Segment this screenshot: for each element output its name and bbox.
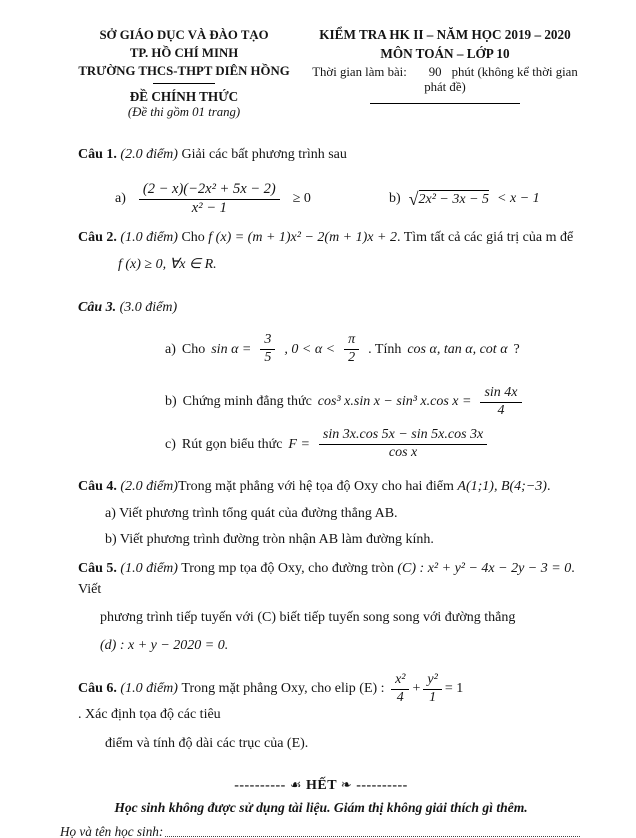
question-3-stem bbox=[78, 297, 582, 318]
dotted-leader bbox=[165, 835, 580, 837]
question-1 bbox=[60, 144, 582, 217]
question-1a-denominator: x² − 1 bbox=[191, 199, 227, 216]
question-4a-label: a) bbox=[105, 506, 116, 522]
question-5 bbox=[60, 558, 582, 656]
question-3a-label: a) bbox=[165, 341, 176, 357]
end-dashes-left: ---------- bbox=[234, 777, 286, 793]
question-2-pre: Cho bbox=[181, 230, 205, 246]
question-1a-label: a) bbox=[115, 191, 126, 207]
question-4a-text: Viết phương trình tổng quát của đường thẳng AB. bbox=[119, 506, 398, 522]
fraction-denominator: 2 bbox=[348, 350, 356, 366]
question-5-line3: (d) : x + y − 2020 = 0. bbox=[100, 638, 229, 654]
pages-note: (Đề thi gồm 01 trang) bbox=[127, 105, 241, 120]
question-2-points: (1.0 điểm) bbox=[120, 230, 178, 246]
header bbox=[60, 26, 582, 120]
question-6-pre: Trong mặt phẳng Oxy, cho elip (E) : bbox=[181, 681, 385, 697]
question-6-line2: điểm và tính độ dài các trục của (E). bbox=[105, 735, 309, 751]
question-4 bbox=[60, 476, 582, 550]
question-4b-label: b) bbox=[105, 532, 117, 548]
end-label: HẾT bbox=[305, 777, 337, 793]
question-3b-math1: cos³ x.sin x − sin³ x.cos x = bbox=[317, 394, 472, 410]
question-1-label: Câu 1. bbox=[78, 147, 117, 163]
fraction-numerator: 3 bbox=[260, 332, 275, 350]
header-right bbox=[308, 26, 582, 120]
question-2-condition: f (x) ≥ 0, ∀x ∈ R. bbox=[118, 257, 217, 273]
header-right-rule bbox=[370, 103, 520, 104]
time-value: 90 bbox=[428, 65, 442, 80]
question-1-intro: Giải các bất phương trình sau bbox=[181, 147, 347, 163]
question-4-post: . bbox=[546, 479, 551, 495]
question-1a-numerator: (2 − x)(−2x² + 5x − 2) bbox=[139, 181, 280, 199]
question-6-post: . Xác định tọa độ các tiêu bbox=[78, 706, 221, 722]
question-3-label: Câu 3. bbox=[78, 300, 117, 316]
question-1b-tail: < x − 1 bbox=[497, 191, 540, 207]
fraction-denominator: 4 bbox=[396, 689, 404, 705]
subject-grade: MÔN TOÁN – LỚP 10 bbox=[380, 45, 510, 61]
fraction-numerator: sin 3x.cos 5x − sin 5x.cos 3x bbox=[319, 427, 487, 445]
question-2-post: . Tìm tất cả các giá trị của m để bbox=[396, 230, 574, 246]
question-5-line2: phương trình tiếp tuyến với (C) biết tiếp tuyến song song với đường thẳng bbox=[100, 610, 516, 626]
question-3b bbox=[165, 385, 582, 420]
question-5-formula: (C) : x² + y² − 4x − 2y − 3 = 0 bbox=[397, 561, 572, 577]
question-4-label: Câu 4. bbox=[78, 479, 117, 495]
official-exam-label: ĐỀ CHÍNH THỨC bbox=[129, 89, 239, 105]
fraction-denominator: cos x bbox=[388, 445, 418, 461]
question-3c bbox=[165, 427, 582, 462]
question-6 bbox=[78, 672, 582, 723]
question-5-stem bbox=[78, 558, 582, 600]
question-1a-relation: ≥ 0 bbox=[292, 191, 311, 207]
city-name: TP. HỒ CHÍ MINH bbox=[129, 46, 239, 61]
question-1-points: (2.0 điểm) bbox=[120, 147, 178, 163]
floral-ornament-right-icon: ❧ bbox=[340, 777, 353, 793]
question-1b-radicand: 2x² − 3x − 5 bbox=[418, 191, 490, 207]
question-3a-math1: sin α = bbox=[211, 341, 252, 357]
fraction-numerator: π bbox=[344, 332, 359, 350]
question-3a-fraction2 bbox=[344, 332, 359, 367]
question-6-plus: + bbox=[412, 681, 421, 697]
question-3a-pre: Cho bbox=[181, 341, 206, 357]
department-name: SỞ GIÁO DỤC VÀ ĐÀO TẠO bbox=[99, 28, 269, 42]
question-3c-math1: F = bbox=[288, 436, 310, 452]
question-4a bbox=[105, 503, 582, 524]
question-4-points: (2.0 điểm) bbox=[120, 479, 178, 495]
question-1-stem bbox=[78, 144, 582, 165]
question-6-eq: = 1 bbox=[444, 681, 464, 697]
header-left-rule bbox=[153, 83, 215, 84]
radical-sign: √ bbox=[408, 188, 419, 209]
question-3a-fraction1 bbox=[260, 332, 275, 367]
end-line bbox=[60, 778, 582, 794]
question-5-pre: Trong mp tọa độ Oxy, cho đường tròn bbox=[181, 561, 394, 577]
question-3b-pre: Chứng minh đẳng thức bbox=[182, 394, 312, 410]
question-1a bbox=[115, 181, 311, 217]
question-3a-mid: . Tính bbox=[368, 341, 402, 357]
question-3a bbox=[165, 332, 582, 367]
question-2-label: Câu 2. bbox=[78, 230, 117, 246]
fraction-numerator: sin 4x bbox=[480, 385, 521, 403]
exam-title: KIỂM TRA HK II – NĂM HỌC 2019 – 2020 bbox=[319, 27, 571, 42]
question-6-fraction1 bbox=[391, 672, 409, 707]
question-2-stem bbox=[78, 227, 582, 248]
question-3c-fraction bbox=[319, 427, 487, 462]
question-6-fraction2 bbox=[423, 672, 441, 707]
question-1a-fraction bbox=[139, 181, 280, 217]
question-3-points: (3.0 điểm) bbox=[119, 300, 178, 316]
exam-rule-note: Học sinh không được sử dụng tài liệu. Giám thị không giải thích gì thêm. bbox=[114, 799, 528, 815]
student-name-label: Họ và tên học sinh: bbox=[60, 823, 164, 838]
fraction-denominator: 4 bbox=[497, 402, 505, 418]
question-4-stem bbox=[78, 476, 582, 497]
question-3a-math2: , 0 < α < bbox=[284, 341, 336, 357]
question-6-label: Câu 6. bbox=[78, 681, 117, 697]
question-4b-text: Viết phương trình đường tròn nhận AB làm đường kính. bbox=[119, 532, 434, 548]
question-5-post: . Viết bbox=[78, 561, 575, 598]
question-3c-pre: Rút gọn biểu thức bbox=[181, 436, 283, 452]
fraction-numerator: y² bbox=[423, 672, 441, 690]
time-line bbox=[308, 65, 582, 95]
question-6-points: (1.0 điểm) bbox=[120, 681, 178, 697]
question-4-pre: Trong mặt phẳng với hệ tọa độ Oxy cho hai điểm bbox=[177, 479, 454, 495]
question-3a-math3: cos α, tan α, cot α bbox=[407, 341, 508, 357]
question-3b-label: b) bbox=[165, 394, 177, 410]
question-3 bbox=[60, 297, 582, 462]
time-suffix: phút (không kể thời gian phát đề) bbox=[424, 65, 578, 95]
question-1-formulas bbox=[115, 181, 582, 217]
question-5-label: Câu 5. bbox=[78, 561, 117, 577]
floral-ornament-left-icon: ☙ bbox=[289, 777, 302, 793]
question-3c-label: c) bbox=[165, 436, 176, 452]
question-4-formula: A(1;1), B(4;−3) bbox=[457, 479, 547, 495]
fraction-numerator: x² bbox=[391, 672, 409, 690]
end-dashes-right: ---------- bbox=[356, 777, 408, 793]
question-1b bbox=[389, 189, 540, 210]
fraction-denominator: 1 bbox=[429, 689, 437, 705]
question-5-points: (1.0 điểm) bbox=[120, 561, 178, 577]
school-name: TRƯỜNG THCS-THPT DIÊN HỒNG bbox=[78, 64, 290, 79]
time-label: Thời gian làm bài: bbox=[312, 65, 407, 80]
question-2-formula: f (x) = (m + 1)x² − 2(m + 1)x + 2 bbox=[208, 230, 397, 246]
question-3b-fraction bbox=[480, 385, 521, 420]
student-name-line bbox=[60, 824, 582, 838]
question-1b-radical bbox=[409, 189, 489, 210]
question-3a-end: ? bbox=[513, 341, 520, 357]
question-1b-label: b) bbox=[388, 191, 401, 207]
header-left bbox=[60, 26, 308, 120]
fraction-denominator: 5 bbox=[264, 350, 272, 366]
question-2 bbox=[60, 227, 582, 275]
question-4b bbox=[105, 529, 582, 550]
